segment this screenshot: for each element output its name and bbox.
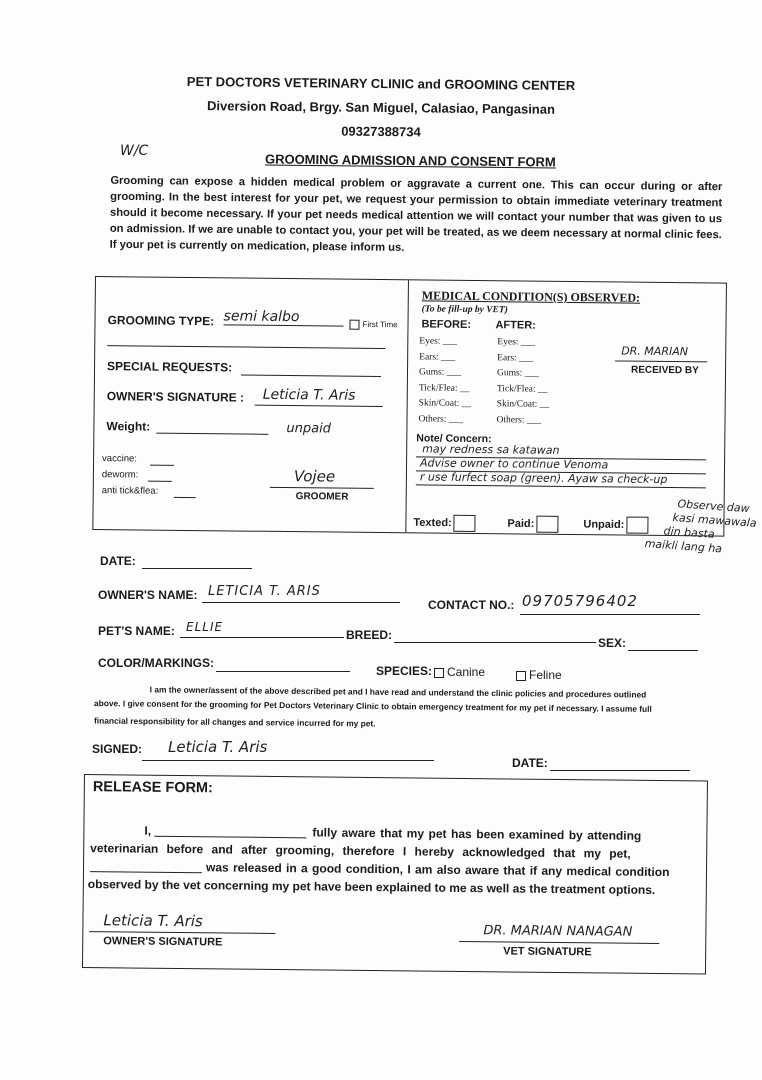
note-overflow-line: din basta [663, 524, 716, 541]
feline-checkbox[interactable] [516, 671, 526, 681]
contact-label: CONTACT NO.: [428, 598, 515, 612]
after-label: AFTER: [495, 319, 536, 332]
before-item[interactable]: Eyes: ___ [419, 336, 458, 347]
before-item[interactable]: Ears: ___ [419, 351, 456, 363]
first-time-checkbox[interactable] [349, 320, 359, 330]
note-line-2: Advise owner to continue Venoma [419, 456, 609, 472]
date-input[interactable] [142, 568, 252, 569]
release-text-2: veterinarian before and after grooming, therefore I hereby acknowledged that my pet, [90, 841, 631, 861]
release-owner-name-input[interactable] [154, 836, 306, 839]
texted-checkbox[interactable] [454, 515, 476, 532]
before-item[interactable]: Skin/Coat: __ [418, 398, 472, 409]
special-requests-input[interactable] [241, 375, 381, 377]
first-time-label: First Time [362, 319, 398, 330]
breed-input[interactable] [394, 642, 596, 643]
clinic-phone: 09327388734 [341, 123, 421, 140]
deworm-input[interactable] [148, 481, 172, 482]
unpaid-checkbox[interactable] [626, 517, 648, 534]
medical-condition-title: MEDICAL CONDITION(S) OBSERVED: [421, 288, 641, 305]
release-text-3: was released in a good condition, I am also aware that if any medical condition [205, 860, 670, 880]
texted-option[interactable] [413, 514, 475, 532]
release-owner-signature-line [89, 931, 275, 934]
box-divider [405, 280, 409, 532]
owner-name-value[interactable]: LETICIA T. ARIS [208, 584, 321, 599]
feline-label: Feline [529, 668, 562, 682]
deworm-label: deworm: [101, 469, 139, 481]
canine-option[interactable] [434, 665, 485, 679]
before-label: BEFORE: [421, 318, 472, 331]
vaccine-input[interactable] [150, 465, 174, 466]
groomer-signature: Vojee [293, 467, 336, 486]
breed-label: BREED: [346, 628, 393, 642]
special-requests-label: SPECIAL REQUESTS: [106, 359, 233, 375]
intro-paragraph: Grooming can expose a hidden medical problem or aggravate a current one. This can occur during or after grooming. In the best interest for your pet, we request your permission to obtain immediate veterinary treatment should it become necessary. If your pet needs medical attention we will contact your number that was given to us on admission. If we are unable to contact you, your pet will be treated, as we deem necessary at normal clinic fees. If your pet is currently on medication, please inform us. [109, 174, 723, 254]
release-owner-signature-value: Leticia T. Aris [103, 911, 203, 931]
pet-name-label: PET'S NAME: [98, 624, 175, 638]
after-item[interactable]: Tick/Flea: __ [496, 383, 548, 395]
consent-date-label: DATE: [512, 756, 548, 770]
owner-signature-line [255, 405, 383, 407]
clinic-name: PET DOCTORS VETERINARY CLINIC and GROOMING CENTER [186, 73, 576, 94]
release-owner-signature-label: OWNER'S SIGNATURE [103, 935, 223, 949]
grooming-type-extra-line [107, 345, 385, 349]
weight-label: Weight: [106, 419, 151, 434]
note-overflow-line: Observe daw [677, 497, 751, 516]
pet-name-line [180, 637, 344, 638]
owner-signature-value: Leticia T. Aris [262, 386, 356, 404]
note-overflow [644, 497, 758, 558]
received-by-line [615, 360, 707, 362]
species-label: SPECIES: [376, 664, 433, 678]
signed-label: SIGNED: [92, 742, 143, 756]
unpaid-label: Unpaid: [583, 518, 625, 531]
consent-line-1: I am the owner/assent of the above described pet and I have read and understand the clinic policies and procedures outlined [149, 684, 647, 700]
note-line-3: r use furfect soap (green). Ayaw sa check-up [419, 470, 668, 487]
texted-label: Texted: [413, 516, 452, 530]
release-pet-name-input[interactable] [90, 871, 202, 873]
release-title: RELEASE FORM: [92, 779, 213, 797]
received-by-label: RECEIVED BY [630, 364, 699, 377]
tick-flea-label: anti tick&flea: [101, 485, 159, 497]
grooming-type-label: GROOMING TYPE: [107, 313, 215, 329]
feline-option[interactable] [516, 668, 562, 682]
paid-checkbox[interactable] [536, 516, 558, 533]
after-item[interactable]: Others: ___ [496, 414, 542, 426]
groomer-label: GROOMER [295, 491, 349, 503]
signed-line [142, 760, 434, 761]
release-i-label: I, [144, 823, 152, 838]
release-form-box [82, 774, 708, 975]
canine-checkbox[interactable] [434, 668, 444, 678]
tick-flea-input[interactable] [174, 497, 196, 498]
release-vet-signature-line [459, 941, 659, 944]
form-title: GROOMING ADMISSION AND CONSENT FORM [264, 151, 556, 170]
vaccine-label: vaccine: [102, 453, 138, 465]
groomer-line [270, 487, 374, 489]
release-vet-signature-value: DR. MARIAN NANAGAN [483, 923, 633, 940]
note-line-1: may redness sa katawan [422, 442, 560, 457]
before-item[interactable]: Tick/Flea: __ [418, 382, 470, 394]
canine-label: Canine [447, 665, 486, 679]
after-item[interactable]: Ears: ___ [497, 352, 534, 364]
after-item[interactable]: Skin/Coat: __ [496, 399, 550, 410]
note-overflow-line: kasi mawawala [672, 510, 758, 530]
clinic-address: Diversion Road, Brgy. San Miguel, Calasiao, Pangasinan [206, 98, 556, 117]
consent-line-3: financial responsibility for all changes and service incurred for my pet. [93, 715, 376, 729]
vet-name: DR. MARIAN [621, 344, 689, 359]
after-item[interactable]: Eyes: ___ [497, 337, 536, 348]
margin-note: W/C [120, 143, 149, 159]
grooming-type-value[interactable]: semi kalbo [223, 308, 343, 326]
first-time-option[interactable] [349, 320, 397, 331]
owner-name-label: OWNER'S NAME: [98, 588, 198, 602]
sex-input[interactable] [628, 650, 698, 651]
unpaid-option[interactable] [583, 516, 648, 534]
after-item[interactable]: Gums: ___ [496, 368, 540, 379]
weight-input[interactable] [156, 433, 268, 435]
color-markings-label: COLOR/MARKINGS: [98, 656, 214, 670]
release-text-1: fully aware that my pet has been examined by attending [312, 825, 642, 843]
admission-box [92, 276, 727, 537]
note-overflow-line: maikli lang ha [644, 537, 723, 556]
signed-value: Leticia T. Aris [168, 738, 268, 756]
paid-label: Paid: [507, 517, 535, 531]
owner-signature-label: OWNER'S SIGNATURE : [106, 389, 245, 405]
before-list [418, 334, 472, 428]
after-list [496, 335, 550, 429]
release-vet-signature-label: VET SIGNATURE [503, 945, 592, 959]
before-item[interactable]: Others: ___ [418, 413, 464, 425]
medical-condition-subtitle: (To be fill-up by VET) [421, 304, 508, 316]
consent-line-2: above. I give consent for the grooming for Pet Doctors Veterinary Clinic to obtain emergency treatment for my pet if necessary. I assume full [93, 698, 652, 714]
note-label: Note/ Concern: [416, 432, 492, 446]
pet-name-value[interactable]: ELLIE [186, 620, 224, 634]
consent-date-input[interactable] [550, 770, 690, 771]
release-text-4: observed by the vet concerning my pet have been explained to me as well as the treatment options. [87, 877, 656, 897]
date-label: DATE: [100, 554, 136, 568]
contact-line [520, 614, 700, 615]
paid-option[interactable] [507, 515, 558, 533]
before-item[interactable]: Gums: ___ [418, 367, 462, 378]
sex-label: SEX: [598, 636, 627, 650]
color-markings-input[interactable] [216, 671, 350, 672]
owner-name-line [202, 602, 400, 603]
contact-value[interactable]: 09705796402 [522, 592, 638, 610]
weight-note: unpaid [286, 421, 332, 437]
